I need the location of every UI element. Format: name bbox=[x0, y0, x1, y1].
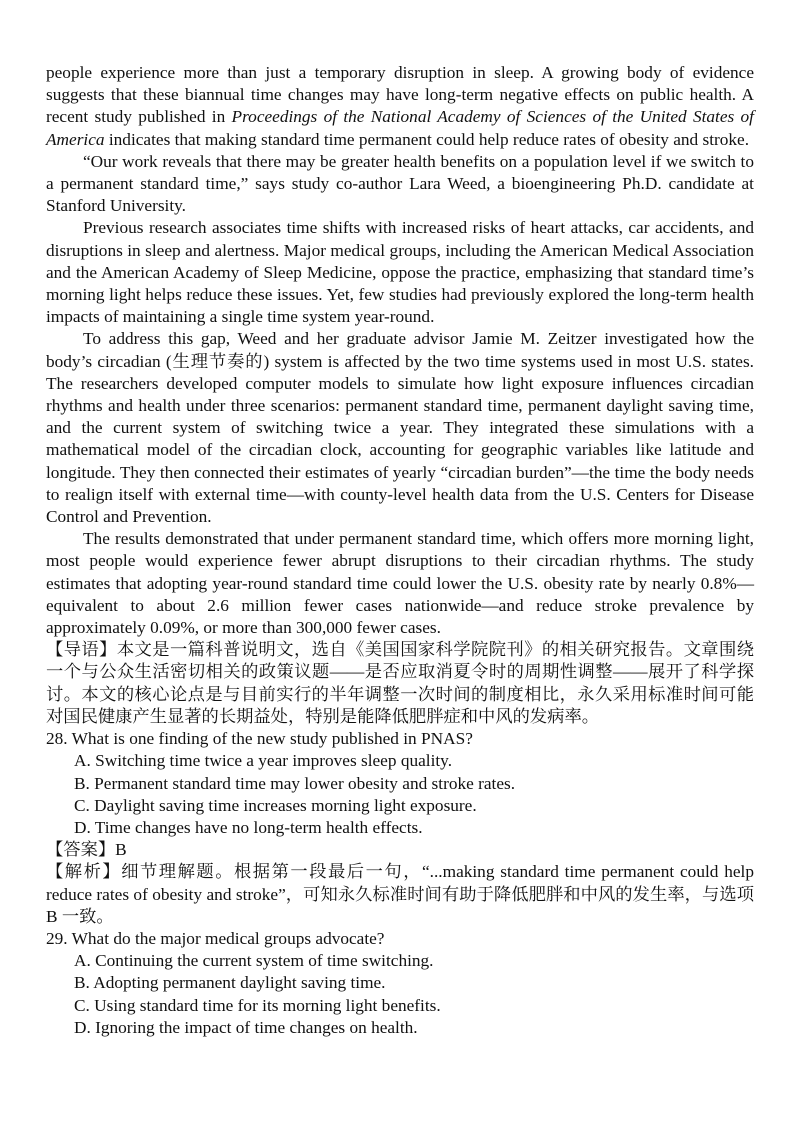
option-d: D. Ignoring the impact of time changes on health. bbox=[74, 1017, 418, 1037]
paragraph-1-text: people experience more than just a temporary disruption in sleep. A growing body of evidence suggests that these biannual time changes may have long-term negative effects on public health. A recent study published in bbox=[46, 63, 754, 127]
article-paragraph-2: “Our work reveals that there may be greater health benefits on a population level if we switch to a permanent standard time,” says study co-author Lara Weed, a bioengineering Ph.D. candidate at Stanford University. bbox=[46, 151, 754, 216]
analysis-tag: 【解析】 bbox=[46, 862, 122, 882]
option-d: D. Time changes have no long-term health effects. bbox=[74, 817, 423, 837]
journal-title: Proceedings of the National Academy of Sciences of the United States of America bbox=[46, 107, 754, 149]
option-a: A. Continuing the current system of time switching. bbox=[74, 951, 434, 971]
question-stem: 28. What is one finding of the new study published in PNAS? bbox=[46, 729, 473, 749]
article-paragraph-3: Previous research associates time shifts with increased risks of heart attacks, car accidents, and disruptions in sleep and alertness. Major medical groups, including the American Medical Association and the American Academy of Sleep Medicine, oppose the practice, emphasizing that standard time’s morning light helps reduce these issues. Yet, few studies had previously explored the long-term health impacts of maintaining a single time system year-round. bbox=[46, 218, 754, 327]
article-paragraph-5: The results demonstrated that under permanent standard time, which offers more morning light, most people would experience fewer abrupt disruptions to their circadian rhythms. The study estimates that adopting year-round standard time could lower the U.S. obesity rate by nearly 0.8%—equivalent to about 2.6 million fewer cases nationwide—and reduce stroke prevalence by approximately 0.09%, or more than 300,000 fewer cases. bbox=[46, 529, 754, 638]
answer-tag: 【答案】 bbox=[46, 840, 116, 860]
analysis-text: 细节理解题。根据第一段最后一句，“...making standard time permanent could help reduce rates of obesity and stroke”，可知永久标准时间有助于降低肥胖和中风的发生率，与选项 B 一致。 bbox=[46, 862, 754, 926]
paragraph-1-text-end: indicates that making standard time permanent could help reduce rates of obesity and stroke. bbox=[104, 129, 750, 149]
option-c: C. Using standard time for its morning light benefits. bbox=[74, 995, 441, 1015]
option-c: C. Daylight saving time increases morning light exposure. bbox=[74, 795, 477, 815]
option-a: A. Switching time twice a year improves sleep quality. bbox=[74, 751, 453, 771]
answer-line bbox=[46, 839, 754, 861]
analysis-line bbox=[46, 861, 754, 928]
option-b: B. Adopting permanent daylight saving time. bbox=[74, 973, 386, 993]
intro-guide bbox=[46, 639, 754, 728]
article-paragraph-1 bbox=[46, 62, 754, 151]
question-stem: 29. What do the major medical groups advocate? bbox=[46, 928, 385, 948]
document-page bbox=[46, 62, 754, 1039]
article-paragraph-4: To address this gap, Weed and her graduate advisor Jamie M. Zeitzer investigated how the body’s circadian (生理节奏的) system is affected by the two time systems used in most U.S. states. The researchers developed computer models to simulate how light exposure influences circadian rhythms and health under three scenarios: permanent standard time, permanent daylight saving time, and the current system of switching twice a year. They integrated these simulations with a mathematical model of the circadian clock, accounting for geographic variables like latitude and longitude. They then connected their estimates of yearly “circadian burden”—the time the body needs to realign itself with external time—with county-level health data from the U.S. Centers for Disease Control and Prevention. bbox=[46, 329, 754, 527]
question-29 bbox=[46, 928, 754, 1039]
intro-tag: 【导语】 bbox=[46, 640, 117, 660]
option-b: B. Permanent standard time may lower obesity and stroke rates. bbox=[74, 773, 516, 793]
answer-value: B bbox=[115, 840, 127, 860]
intro-text: 本文是一篇科普说明文，选自《美国国家科学院院刊》的相关研究报告。文章围绕一个与公众生活密切相关的政策议题——是否应取消夏令时的周期性调整——展开了科学探讨。本文的核心论点是与目前实行的半年调整一次时间的制度相比，永久采用标准时间可能对国民健康产生显著的长期益处，特别是能降低肥胖症和中风的发病率。 bbox=[46, 640, 754, 726]
question-28 bbox=[46, 728, 754, 928]
